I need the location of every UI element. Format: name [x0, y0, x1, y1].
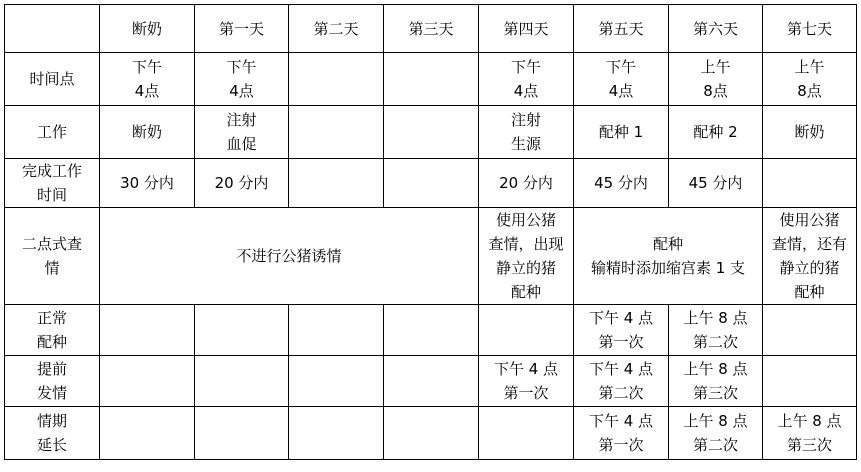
table-cell — [100, 356, 195, 407]
table-cell — [384, 356, 479, 407]
table-cell — [479, 407, 574, 460]
table-cell — [384, 106, 479, 159]
row-label-estrus-check: 二点式查 情 — [5, 208, 100, 305]
table-cell: 下午 4 点 第一次 — [479, 356, 574, 407]
table-cell — [763, 305, 857, 356]
table-cell — [763, 356, 857, 407]
table-cell — [100, 407, 195, 460]
day7-estrus-check-cell: 使用公猪 查情，还有 静立的猪 配种 — [763, 208, 857, 305]
extended-estrus-row — [5, 407, 857, 460]
header-day-2: 第二天 — [289, 5, 384, 53]
table-cell: 上午 8 点 第三次 — [669, 356, 763, 407]
row-label-normal-breeding: 正常 配种 — [5, 305, 100, 356]
table-cell: 上午 8 点 第二次 — [669, 407, 763, 460]
table-cell — [195, 407, 289, 460]
completion-time-row — [5, 159, 857, 208]
header-weaning: 断奶 — [100, 5, 195, 53]
normal-breeding-row — [5, 305, 857, 356]
table-cell: 下午 4点 — [195, 53, 289, 106]
table-cell: 上午 8点 — [763, 53, 857, 106]
table-cell — [384, 159, 479, 208]
row-label-completion-time: 完成工作 时间 — [5, 159, 100, 208]
table-cell: 配种 2 — [669, 106, 763, 159]
row-label-work: 工作 — [5, 106, 100, 159]
breeding-oxytocin-cell: 配种 输精时添加缩宫素 1 支 — [574, 208, 763, 305]
table-cell — [289, 305, 384, 356]
header-day-1: 第一天 — [195, 5, 289, 53]
table-cell — [195, 305, 289, 356]
table-cell — [100, 305, 195, 356]
table-cell — [479, 305, 574, 356]
table-cell: 下午 4点 — [100, 53, 195, 106]
row-label-time-point: 时间点 — [5, 53, 100, 106]
table-cell — [289, 407, 384, 460]
table-cell — [384, 305, 479, 356]
row-label-extended-estrus: 情期 延长 — [5, 407, 100, 460]
table-cell: 下午 4点 — [479, 53, 574, 106]
table-cell: 下午 4 点 第一次 — [574, 305, 669, 356]
table-cell: 注射 血促 — [195, 106, 289, 159]
weaning-breeding-schedule-table — [4, 4, 857, 460]
table-cell — [289, 53, 384, 106]
header-day-7: 第七天 — [763, 5, 857, 53]
header-row — [5, 5, 857, 53]
table-cell — [289, 106, 384, 159]
row-label-early-estrus: 提前 发情 — [5, 356, 100, 407]
table-cell — [195, 356, 289, 407]
header-day-6: 第六天 — [669, 5, 763, 53]
table-cell: 下午 4 点 第一次 — [574, 407, 669, 460]
table-cell: 配种 1 — [574, 106, 669, 159]
header-day-3: 第三天 — [384, 5, 479, 53]
table-cell: 20 分内 — [479, 159, 574, 208]
table-cell — [384, 53, 479, 106]
table-cell: 断奶 — [763, 106, 857, 159]
table-cell — [289, 159, 384, 208]
header-day-5: 第五天 — [574, 5, 669, 53]
header-corner — [5, 5, 100, 53]
day4-estrus-check-cell: 使用公猪 查情，出现 静立的猪 配种 — [479, 208, 574, 305]
work-row — [5, 106, 857, 159]
table-cell — [384, 407, 479, 460]
table-cell — [763, 159, 857, 208]
table-cell: 上午 8点 — [669, 53, 763, 106]
table-cell: 30 分内 — [100, 159, 195, 208]
table-cell: 上午 8 点 第二次 — [669, 305, 763, 356]
table-cell: 断奶 — [100, 106, 195, 159]
estrus-check-row — [5, 208, 857, 305]
header-day-4: 第四天 — [479, 5, 574, 53]
table-cell: 20 分内 — [195, 159, 289, 208]
table-cell: 下午 4点 — [574, 53, 669, 106]
no-boar-stimulation-cell: 不进行公猪诱情 — [100, 208, 479, 305]
table-cell: 上午 8 点 第三次 — [763, 407, 857, 460]
table-cell: 下午 4 点 第二次 — [574, 356, 669, 407]
table-cell — [289, 356, 384, 407]
table-cell: 45 分内 — [669, 159, 763, 208]
table-cell: 注射 生源 — [479, 106, 574, 159]
table-cell: 45 分内 — [574, 159, 669, 208]
time-point-row — [5, 53, 857, 106]
early-estrus-row — [5, 356, 857, 407]
